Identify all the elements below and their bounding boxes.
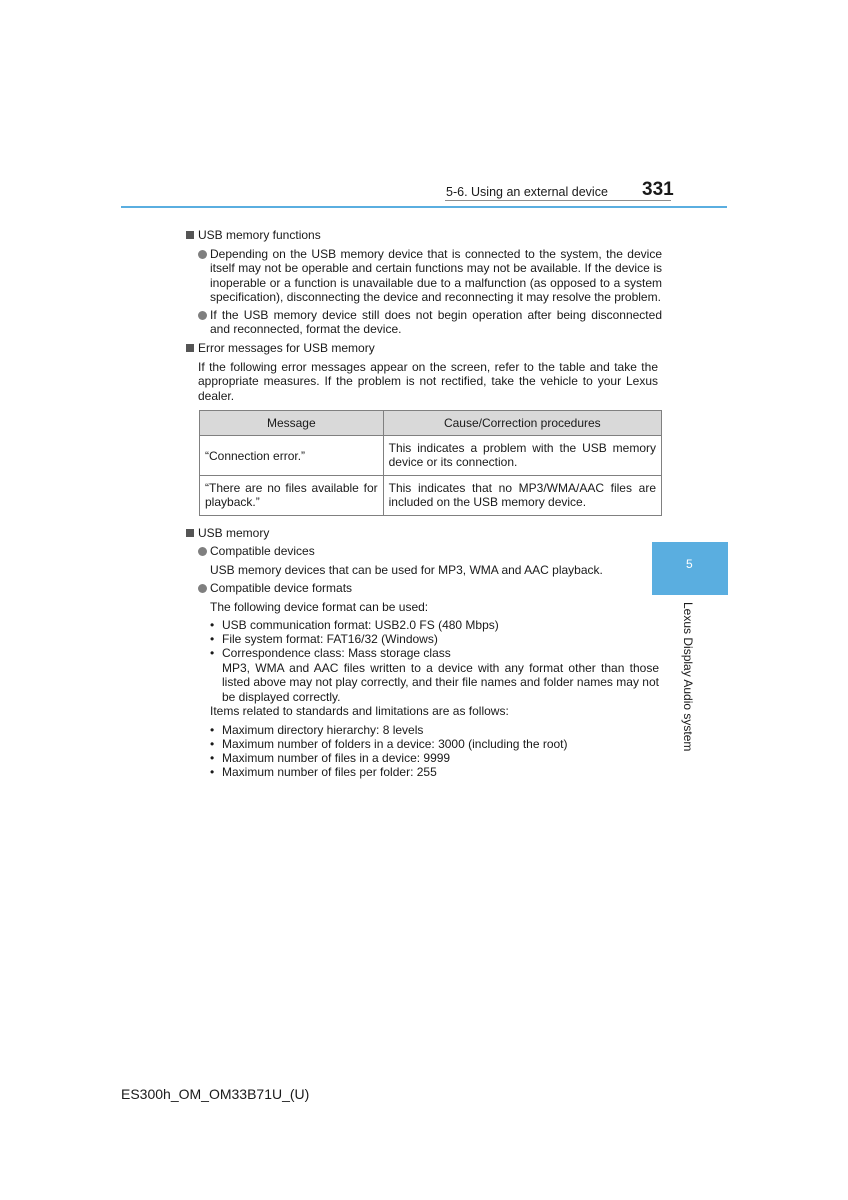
error-messages-table xyxy=(199,410,662,516)
usb-functions-bullet-1: Depending on the USB memory device that is connected to the system, the device itself may not be operable and certain functions may not be available. If the device is inoperable or a function is unavailable due to a malfunction (as opposed to a system specification), disconnecting the device and reconnecting it may resolve the problem. xyxy=(210,247,662,305)
square-bullet-icon xyxy=(186,231,194,239)
bullet-dot-icon: • xyxy=(210,646,215,660)
page-number: 331 xyxy=(642,179,674,200)
formats-intro: The following device format can be used: xyxy=(210,600,429,614)
column-header-message: Message xyxy=(200,411,384,436)
bullet-dot-icon: • xyxy=(210,618,215,632)
format-note: MP3, WMA and AAC files written to a device with any format other than those listed above may not play correctly, and their file names and folder names may not be displayed correctly. xyxy=(222,661,659,704)
limit-item: • Maximum number of folders in a device: 3000 (including the root) xyxy=(210,737,568,751)
format-item: • File system format: FAT16/32 (Windows) xyxy=(210,632,438,646)
header-accent-rule xyxy=(121,206,727,208)
format-item: • Correspondence class: Mass storage class xyxy=(210,646,451,660)
bullet-dot-icon: • xyxy=(210,737,215,751)
format-item: • USB communication format: USB2.0 FS (480 Mbps) xyxy=(210,618,499,632)
round-bullet-icon xyxy=(198,311,207,320)
compatible-devices-label: Compatible devices xyxy=(210,544,315,558)
round-bullet-icon xyxy=(198,250,207,259)
chapter-number: 5 xyxy=(686,557,693,571)
table-row xyxy=(200,476,662,516)
header-divider xyxy=(445,200,671,201)
square-bullet-icon xyxy=(186,529,194,537)
table-cell-message: “There are no files available for playback.” xyxy=(200,476,384,516)
round-bullet-icon xyxy=(198,584,207,593)
bullet-dot-icon: • xyxy=(210,765,215,779)
usb-memory-heading: USB memory xyxy=(186,526,269,540)
compatible-devices-text: USB memory devices that can be used for MP3, WMA and AAC playback. xyxy=(210,563,603,577)
limits-intro: Items related to standards and limitations are as follows: xyxy=(210,704,509,718)
round-bullet-icon xyxy=(198,547,207,556)
table-cell-message: “Connection error.” xyxy=(200,436,384,476)
chapter-label: Lexus Display Audio system xyxy=(681,602,695,752)
limit-item: • Maximum directory hierarchy: 8 levels xyxy=(210,723,424,737)
limit-item: • Maximum number of files in a device: 9999 xyxy=(210,751,451,765)
limit-item: • Maximum number of files per folder: 255 xyxy=(210,765,437,779)
square-bullet-icon xyxy=(186,344,194,352)
document-code: ES300h_OM_OM33B71U_(U) xyxy=(121,1086,310,1102)
column-header-cause: Cause/Correction procedures xyxy=(383,411,661,436)
bullet-dot-icon: • xyxy=(210,632,215,646)
section-title: 5-6. Using an external device xyxy=(446,185,608,199)
usb-functions-heading: USB memory functions xyxy=(186,228,321,242)
compatible-formats-label: Compatible device formats xyxy=(210,581,352,595)
error-messages-heading: Error messages for USB memory xyxy=(186,341,375,355)
table-cell-cause: This indicates that no MP3/WMA/AAC files are included on the USB memory device. xyxy=(383,476,661,516)
table-cell-cause: This indicates a problem with the USB memory device or its connection. xyxy=(383,436,661,476)
error-messages-intro: If the following error messages appear on the screen, refer to the table and take the appropriate measures. If the problem is not rectified, take the vehicle to your Lexus dealer. xyxy=(198,360,658,403)
bullet-dot-icon: • xyxy=(210,723,215,737)
table-header-row xyxy=(200,411,662,436)
bullet-dot-icon: • xyxy=(210,751,215,765)
table-row xyxy=(200,436,662,476)
usb-functions-bullet-2: If the USB memory device still does not begin operation after being disconnected and reconnected, format the device. xyxy=(210,308,662,337)
